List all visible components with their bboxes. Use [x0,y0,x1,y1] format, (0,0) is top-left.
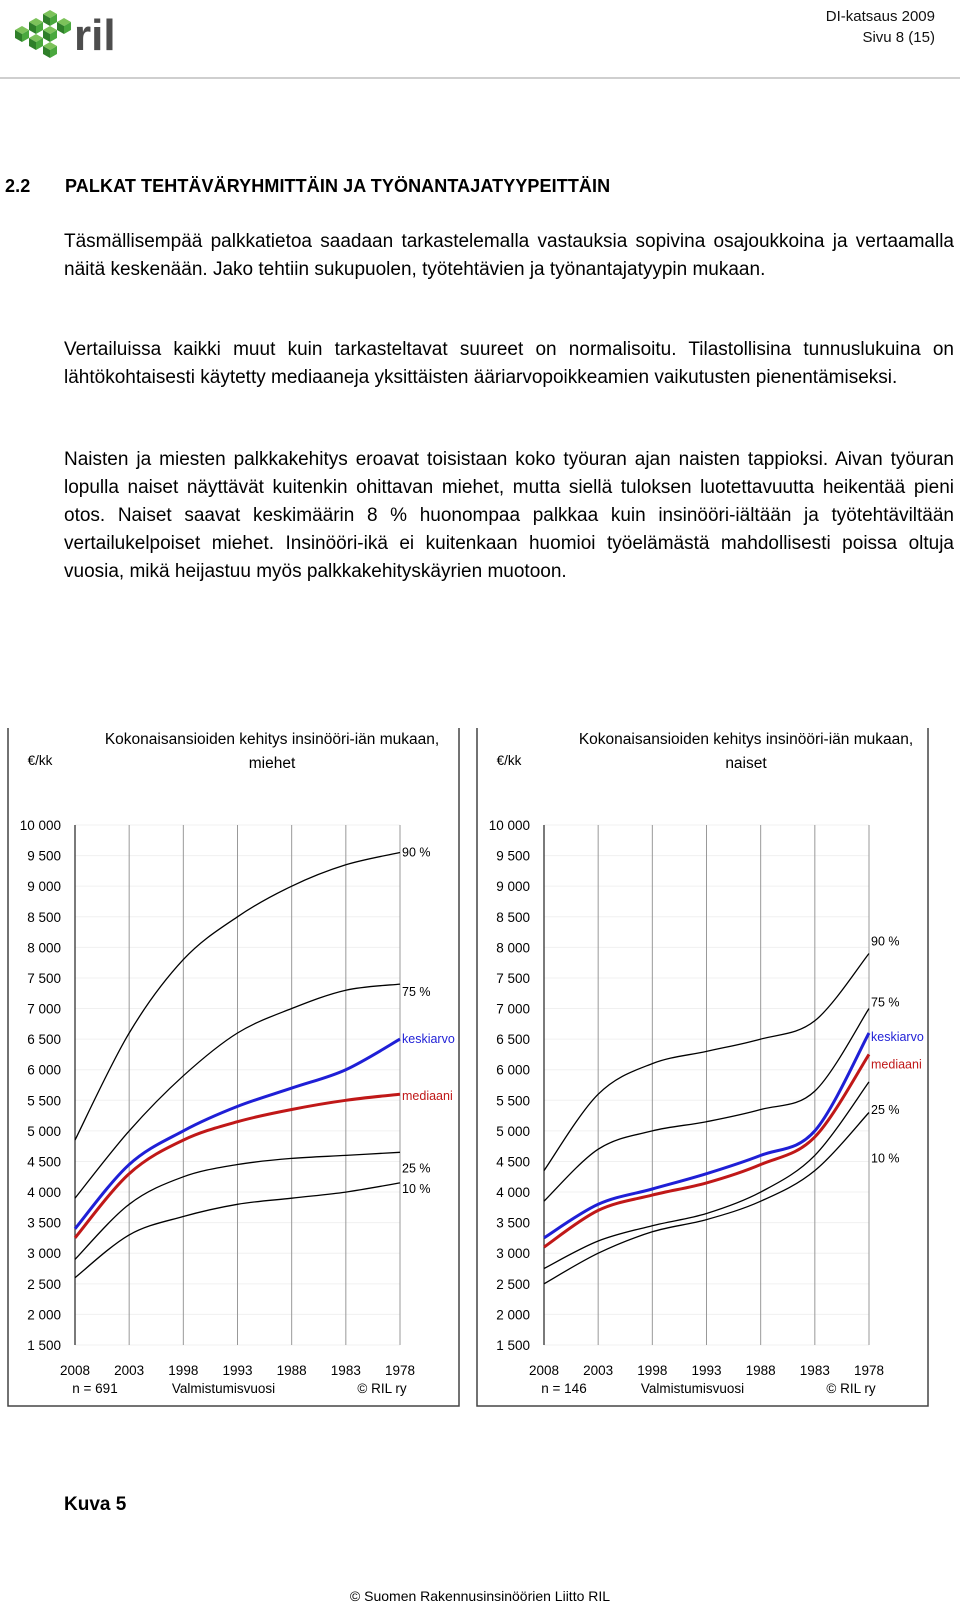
y-tick-label: 6 000 [496,1062,530,1078]
y-tick-label: 3 000 [496,1246,530,1262]
sample-size-label: n = 146 [541,1381,587,1396]
y-tick-label: 4 000 [27,1185,61,1201]
paragraph-2: Vertailuissa kaikki muut kuin tarkasteltavat suureet on normalisoitu. Tilastollisina tunnuslukuina on lähtökohtaisesti käytetty mediaaneja yksittäisten ääriarvopoikkeamien vaikutusten pienentämiseksi. [64,339,954,388]
y-tick-label: 2 500 [496,1276,530,1292]
salary-charts-figure [0,728,960,1458]
series-label: keskiarvo [402,1032,455,1047]
document-title: DI-katsaus 2009 [825,8,935,25]
x-axis-label: Valmistumisvuosi [640,1381,745,1396]
x-tick-label: 1998 [168,1363,199,1378]
y-tick-label: 7 000 [496,1001,530,1017]
y-tick-label: 6 000 [27,1062,61,1078]
series-label: 10 % [871,1151,900,1166]
x-tick-label: 1978 [384,1363,416,1378]
y-tick-label: 7 500 [27,970,61,986]
copyright-label: © RIL ry [357,1381,407,1396]
chart-title: Kokonaisansioiden kehitys insinööri-iän mukaan, [578,731,914,748]
page-footer: © Suomen Rakennusinsinöörien Liitto RIL [349,1588,611,1604]
y-tick-label: 8 500 [27,909,61,925]
x-tick-label: 1988 [745,1363,776,1378]
y-tick-label: 9 000 [27,879,61,895]
chart-frame [8,728,459,1406]
x-tick-label: 2003 [583,1363,614,1378]
x-tick-label: 2008 [59,1363,91,1378]
y-axis-label: €/kk [496,753,522,768]
sample-size-label: n = 691 [72,1381,118,1396]
y-tick-label: 7 500 [496,970,530,986]
x-tick-label: 1983 [330,1363,361,1378]
x-axis-label: Valmistumisvuosi [171,1381,276,1396]
page-number: Sivu 8 (15) [862,29,935,46]
y-tick-label: 4 500 [27,1154,61,1170]
y-tick-label: 3 000 [27,1246,61,1262]
x-tick-label: 1983 [799,1363,830,1378]
y-axis-label: €/kk [27,753,53,768]
y-tick-label: 5 000 [27,1123,61,1139]
x-tick-label: 1998 [637,1363,668,1378]
x-tick-label: 1978 [853,1363,885,1378]
section-heading [5,176,610,197]
x-tick-label: 1988 [276,1363,307,1378]
paragraph-3: Naisten ja miesten palkkakehitys eroavat toisistaan koko työuran ajan naisten tappioksi. Aivan työuran lopulla naiset näyttävät kuitenkin ohittavan miehet, mutta siellä tuloksen luotettavuutta heikentää pieni otos. Naiset saavat keskimäärin 8 % huonompaa palkkaa kuin insinööri-iältään ja työtehtäviltään vertailukelpoiset miehet. Insinööri-ikä ei kuitenkaan huomioi työelämästä mahdollisesti poissa oltuja vuosia, mikä heijastuu myös palkkakehityskäyrien muotoon. [64,449,954,582]
page-header-info [826,6,935,48]
ril-logo [10,4,130,64]
y-tick-label: 4 500 [496,1154,530,1170]
y-tick-label: 5 000 [496,1123,530,1139]
series-label: 10 % [402,1181,431,1196]
y-tick-label: 9 500 [496,848,530,864]
series-label: 90 % [871,934,900,949]
y-tick-label: 1 500 [27,1338,61,1353]
series-label: 25 % [402,1161,431,1176]
x-tick-label: 2008 [528,1363,560,1378]
figure-caption: Kuva 5 [64,1494,127,1515]
y-tick-label: 7 000 [27,1001,61,1017]
y-tick-label: 6 500 [27,1032,61,1048]
y-tick-label: 5 500 [27,1093,61,1109]
x-tick-label: 1993 [222,1363,253,1378]
series-label: 75 % [402,985,431,1000]
y-tick-label: 4 000 [496,1185,530,1201]
cube-mark-icon [15,10,71,58]
logo-wordmark: ril [74,11,116,60]
chart-title: miehet [248,755,296,772]
series-label: mediaani [871,1057,922,1072]
chart-title: naiset [725,755,767,772]
y-tick-label: 10 000 [19,818,61,833]
y-tick-label: 8 000 [496,940,530,956]
y-tick-label: 9 000 [496,879,530,895]
y-tick-label: 8 500 [496,909,530,925]
y-tick-label: 2 500 [27,1276,61,1292]
y-tick-label: 5 500 [496,1093,530,1109]
copyright-label: © RIL ry [826,1381,876,1396]
section-title: PALKAT TEHTÄVÄRYHMITTÄIN JA TYÖNANTAJATYYPEITTÄIN [65,176,611,196]
paragraph-1: Täsmällisempää palkkatietoa saadaan tarkastelemalla vastauksia sopivina osajoukkoina ja vertaamalla näitä keskenään. Jako tehtiin sukupuolen, työtehtävien ja työnantajatyypin mukaan. [64,231,954,280]
y-tick-label: 1 500 [496,1338,530,1353]
y-tick-label: 2 000 [496,1307,530,1323]
series-label: 75 % [871,995,900,1010]
y-tick-label: 9 500 [27,848,61,864]
series-label: mediaani [402,1089,453,1104]
y-tick-label: 10 000 [488,818,530,833]
chart-men [8,728,459,1406]
y-tick-label: 2 000 [27,1307,61,1323]
x-tick-label: 2003 [114,1363,145,1378]
x-tick-label: 1993 [691,1363,722,1378]
y-tick-label: 3 500 [27,1215,61,1231]
chart-title: Kokonaisansioiden kehitys insinööri-iän mukaan, [104,731,440,748]
header-divider [0,77,960,79]
section-number: 2.2 [5,176,31,196]
series-label: 25 % [871,1102,900,1117]
series-label: keskiarvo [871,1030,924,1044]
y-tick-label: 6 500 [496,1032,530,1048]
series-label: 90 % [402,845,431,860]
chart-women [477,728,928,1406]
y-tick-label: 3 500 [496,1215,530,1231]
y-tick-label: 8 000 [27,940,61,956]
